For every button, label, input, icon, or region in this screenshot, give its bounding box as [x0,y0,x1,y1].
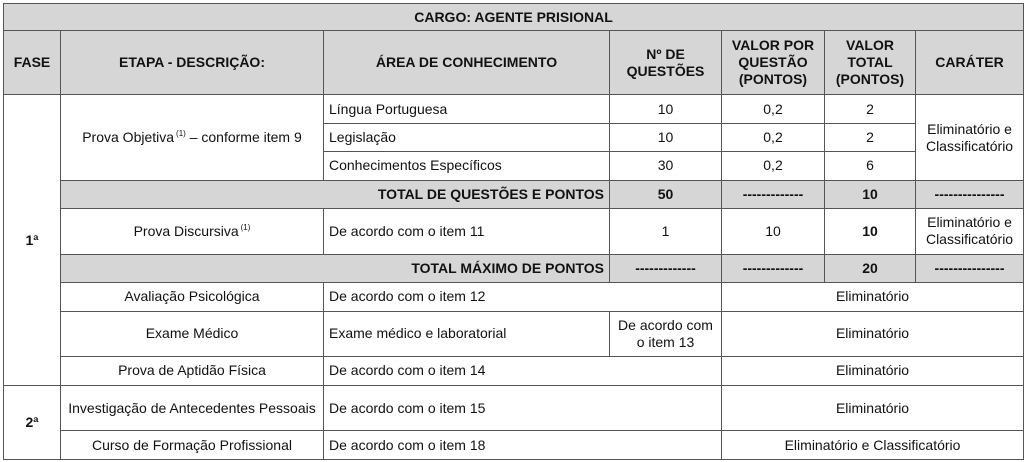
carater-discursiva: Eliminatório e Classificatório [916,209,1024,255]
etapa-prova-objetiva [61,95,324,180]
carater-curso: Eliminatório e Classificatório [722,431,1024,460]
valor-questao-cell: 10 [722,209,825,255]
total-maximo-valor: ------------- [722,254,825,282]
header-valor-questao: VALOR POR QUESTÃO (PONTOS) [722,31,825,95]
carater-exame: Eliminatório [722,311,1024,357]
carater-aptidao: Eliminatório [722,357,1024,385]
questoes-cell: 10 [610,95,722,123]
header-etapa: ETAPA - DESCRIÇÃO: [61,31,324,95]
etapa-aptidao-fisica: Prova de Aptidão Física [61,357,324,385]
valor-questao-cell: 0,2 [722,95,825,123]
cargo-table [3,3,1024,460]
valor-questao-cell: 0,2 [722,152,825,180]
total-questoes-valor: ------------- [722,180,825,208]
area-cell: Exame médico e laboratorial [324,311,610,357]
total-maximo-label: TOTAL MÁXIMO DE PONTOS [61,254,610,282]
total-maximo-carater: --------------- [916,254,1024,282]
header-area: ÁREA DE CONHECIMENTO [324,31,610,95]
total-questoes-carater: --------------- [916,180,1024,208]
etapa-investigacao: Investigação de Antecedentes Pessoais [61,385,324,431]
carater-avaliacao: Eliminatório [722,283,1024,311]
header-carater: CARÁTER [916,31,1024,95]
area-cell: De acordo com o item 12 [324,283,722,311]
questoes-cell: 30 [610,152,722,180]
etapa-avaliacao-psicologica: Avaliação Psicológica [61,283,324,311]
questoes-cell: 1 [610,209,722,255]
valor-total-cell: 2 [825,123,916,151]
area-cell: Legislação [324,123,610,151]
etapa-prova-discursiva-label: Prova Discursiva [133,222,239,239]
fase-2-cell: 2ª [4,385,61,459]
etapa-curso-formacao: Curso de Formação Profissional [61,431,324,460]
carater-objetiva: Eliminatório e Classificatório [916,95,1024,180]
valor-total-cell: 2 [825,95,916,123]
etapa-prova-objetiva-suffix: – conforme item 9 [189,129,302,145]
table-title: CARGO: AGENTE PRISIONAL [4,4,1024,31]
fase-1-cell: 1ª [4,95,61,385]
area-cell: De acordo com o item 18 [324,431,722,460]
total-questoes-label: TOTAL DE QUESTÕES E PONTOS [61,180,610,208]
etapa-exame-medico: Exame Médico [61,311,324,357]
carater-investigacao: Eliminatório [722,385,1024,431]
area-cell: De acordo com o item 11 [324,209,610,255]
total-questoes-pontos: 10 [825,180,916,208]
header-questoes: Nº DE QUESTÕES [610,31,722,95]
header-valor-total: VALOR TOTAL (PONTOS) [825,31,916,95]
total-questoes-value: 50 [610,180,722,208]
area-cell: Conhecimentos Específicos [324,152,610,180]
valor-total-cell: 10 [825,209,916,255]
total-maximo-pontos: 20 [825,254,916,282]
questoes-cell: De acordo com o item 13 [610,311,722,357]
area-cell: Língua Portuguesa [324,95,610,123]
questoes-cell: 10 [610,123,722,151]
etapa-prova-discursiva [61,209,324,255]
footnote-marker: (1) [176,129,186,138]
etapa-prova-objetiva-label: Prova Objetiva [82,129,175,145]
total-maximo-questoes: ------------- [610,254,722,282]
valor-total-cell: 6 [825,152,916,180]
valor-questao-cell: 0,2 [722,123,825,151]
area-cell: De acordo com o item 15 [324,385,722,431]
header-fase: FASE [4,31,61,95]
area-cell: De acordo com o item 14 [324,357,722,385]
footnote-marker: (1) [240,222,251,232]
